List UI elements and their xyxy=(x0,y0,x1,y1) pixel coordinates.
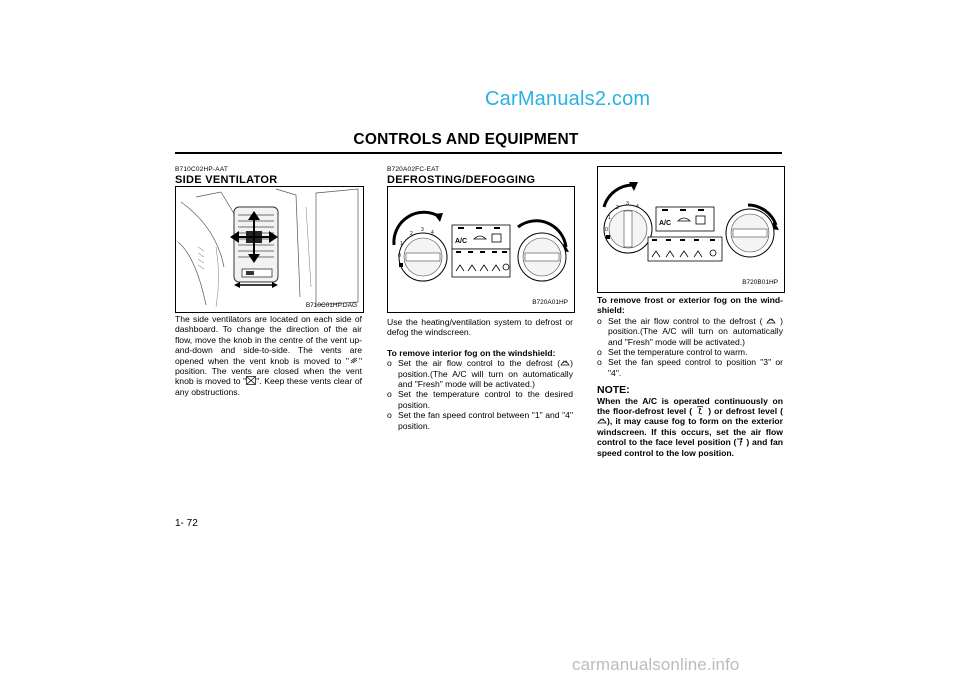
svg-text:0: 0 xyxy=(398,253,401,259)
left-body-part3: ". Keep these vents clear of any obstructions. xyxy=(175,376,362,397)
right-body xyxy=(597,295,783,458)
right-figure-caption: B720B01HP xyxy=(742,279,778,286)
svg-text:3: 3 xyxy=(626,201,629,207)
list-item xyxy=(597,357,783,378)
defrost-interior-figure xyxy=(387,186,575,313)
bullet-marker: o xyxy=(387,389,392,400)
bullet-text: ) position.(The A/C will turn on automatically and "Fresh" mode will be activated.) xyxy=(398,358,573,390)
defrost-icon xyxy=(597,416,607,425)
bullet-text: ) position.(The A/C will turn on automatically and "Fresh" mode will be activated.) xyxy=(608,315,783,347)
list-item xyxy=(387,358,573,389)
climate-panel-illustration-1 xyxy=(388,187,574,312)
left-figure-caption: B710C01HP.DAG xyxy=(305,302,357,309)
note-text-part: ), it may cause fog to form on the exterior windscreen. If this occurs, set the air flow control to the face level position ( xyxy=(597,416,783,448)
left-body-text xyxy=(175,314,362,397)
bullet-text: Set the air flow control to the defrost ( xyxy=(398,358,561,369)
svg-text:0: 0 xyxy=(605,227,608,233)
bullet-marker: o xyxy=(597,357,602,368)
svg-text:4: 4 xyxy=(636,204,639,210)
middle-bullet-list xyxy=(387,358,573,431)
middle-figure-caption: B720A01HP xyxy=(532,299,568,306)
left-section-title: SIDE VENTILATOR xyxy=(175,174,278,186)
svg-text:1: 1 xyxy=(608,215,611,221)
bullet-text: Set the fan speed control to position "3" or "4". xyxy=(608,357,783,378)
svg-text:1: 1 xyxy=(400,241,403,247)
bullet-marker: o xyxy=(387,410,392,421)
bullet-text: Set the temperature control to the desired position. xyxy=(398,389,573,410)
bullet-text: Set the air flow control to the defrost ( xyxy=(608,315,767,326)
svg-text:A/C: A/C xyxy=(455,238,468,245)
defrost-exterior-figure xyxy=(597,166,785,293)
note-title: NOTE: xyxy=(597,384,630,397)
svg-text:2: 2 xyxy=(616,205,619,211)
middle-section-code: B720A02FC-EAT xyxy=(387,166,440,173)
middle-body xyxy=(387,317,573,431)
climate-panel-illustration-2 xyxy=(598,167,784,292)
bullet-text: Set the temperature control to warm. xyxy=(608,347,748,358)
defrost-icon xyxy=(766,316,776,325)
list-item xyxy=(597,347,783,357)
note-text-part: When the A/C is operated continuously on the floor-defrost level ( xyxy=(597,395,783,417)
header-rule xyxy=(175,152,782,154)
face-level-icon xyxy=(736,437,746,446)
note-text-part: ) or defrost level ( xyxy=(705,406,783,417)
list-item xyxy=(387,410,573,431)
bullet-marker: o xyxy=(387,358,392,369)
left-section-code: B710C02HP-AAT xyxy=(175,166,229,173)
watermark-top: CarManuals2.com xyxy=(485,88,651,110)
list-item xyxy=(387,389,573,410)
vent-open-icon xyxy=(349,356,359,365)
note-text xyxy=(597,396,783,458)
bullet-marker: o xyxy=(597,347,602,358)
vent-closed-icon xyxy=(246,376,256,385)
side-ventilator-illustration xyxy=(176,187,363,312)
page-header-title: CONTROLS AND EQUIPMENT xyxy=(353,131,579,148)
middle-section-title: DEFROSTING/DEFOGGING xyxy=(387,174,536,186)
svg-text:3: 3 xyxy=(421,227,424,233)
middle-intro: Use the heating/ventilation system to defrost or defog the windscreen. xyxy=(387,317,573,338)
svg-text:2: 2 xyxy=(410,231,413,237)
watermark-bottom: carmanualsonline.info xyxy=(572,655,740,674)
side-ventilator-figure xyxy=(175,186,364,313)
defrost-icon xyxy=(560,358,570,367)
svg-text:4: 4 xyxy=(431,230,434,236)
bullet-text: Set the fan speed control between "1" and "4" position. xyxy=(398,410,573,431)
floor-defrost-icon xyxy=(695,406,705,415)
page-number: 1- 72 xyxy=(175,518,198,529)
left-body-part2: " position. The vents are closed when the vent knob is moved to " xyxy=(175,355,362,387)
middle-subhead: To remove interior fog on the windshield: xyxy=(387,347,556,358)
note-text-part: ) and fan speed control to the low position. xyxy=(597,437,783,458)
right-bullet-list xyxy=(597,316,783,378)
list-item xyxy=(597,316,783,347)
right-subhead: To remove frost or exterior fog on the wind-shield: xyxy=(597,295,783,316)
left-body-part1: The side ventilators are located on each side of dashboard. To change the direction of the air flow, move the knob in the centre of the vent up-and-down and side-to-side. The vents are opened when the vent knob is moved to " xyxy=(175,314,362,366)
svg-text:A/C: A/C xyxy=(659,220,672,227)
bullet-marker: o xyxy=(597,315,602,326)
